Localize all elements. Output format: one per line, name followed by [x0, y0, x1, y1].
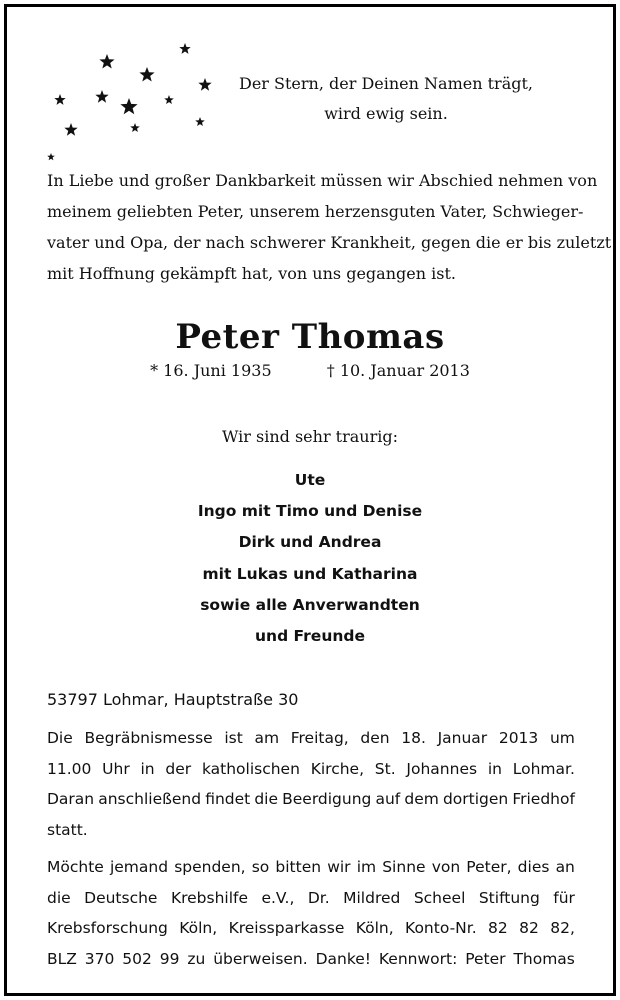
word: in — [140, 759, 155, 778]
death-date: † 10. Januar 2013 — [326, 361, 470, 380]
word: Kennwort: — [378, 949, 458, 968]
deceased-name: Peter Thomas — [175, 317, 445, 357]
word: 2013 — [498, 729, 539, 747]
word: Johannes — [406, 759, 478, 778]
intro-line: mit Hoffnung gekämpft hat, von uns gegangen ist. — [47, 264, 456, 283]
star-cluster-icon — [7, 7, 227, 177]
word: dem — [404, 790, 439, 808]
word: Köln, — [355, 919, 394, 937]
intro-paragraph — [47, 165, 612, 289]
word: Kirche, — [310, 759, 365, 778]
word: an — [555, 858, 575, 876]
mourner-line: Ingo mit Timo und Denise — [197, 502, 423, 521]
word: BLZ — [47, 949, 77, 968]
word: 502 — [122, 949, 152, 968]
word: 82 — [488, 919, 508, 937]
word: Beerdigung — [282, 790, 372, 808]
word: 11.00 — [47, 759, 92, 778]
donation-info — [47, 852, 575, 974]
donation-line — [47, 944, 575, 975]
donation-line — [47, 913, 575, 944]
word: Lohmar. — [512, 759, 575, 778]
star-icon — [179, 43, 190, 54]
star-icon — [139, 67, 154, 82]
word: Krebsforschung — [47, 919, 168, 937]
word: Freitag, — [290, 729, 349, 747]
word: Krebshilfe — [170, 888, 249, 907]
word: Köln, — [179, 919, 218, 937]
word: Kreissparkasse — [228, 919, 345, 937]
funeral-info — [47, 723, 575, 845]
word: Januar — [437, 729, 488, 747]
word: findet — [205, 790, 251, 808]
mourner-line: Ute — [294, 471, 326, 489]
mourners-list — [7, 465, 613, 652]
word: Peter, — [466, 858, 512, 876]
funeral-line — [47, 723, 575, 754]
word: Scheel — [413, 888, 466, 907]
word: überweisen. — [213, 949, 308, 968]
star-icon — [95, 90, 108, 103]
word: jemand — [109, 858, 169, 876]
star-icon — [99, 54, 114, 69]
birth-date: * 16. Juni 1935 — [150, 361, 272, 380]
funeral-line: statt. — [47, 820, 88, 839]
star-icon — [164, 95, 174, 104]
intro-line: meinem geliebten Peter, unserem herzensguten Vater, Schwieger- — [47, 202, 584, 221]
stars-decoration — [7, 7, 227, 177]
word: Danke! — [315, 949, 372, 968]
word: katholischen — [201, 759, 300, 778]
funeral-line — [47, 754, 575, 785]
word: in — [487, 759, 502, 778]
star-icon — [120, 98, 137, 114]
word: 99 — [159, 949, 180, 968]
word: auf — [375, 790, 401, 808]
motto-line-2: wird ewig sein. — [324, 104, 448, 123]
word: Stiftung — [478, 888, 540, 907]
word: Mildred — [343, 888, 401, 907]
word: die — [254, 790, 279, 808]
address: 53797 Lohmar, Hauptstraße 30 — [47, 690, 299, 709]
word: Peter — [465, 949, 506, 968]
word: zu — [187, 949, 206, 968]
star-icon — [195, 117, 205, 126]
word: 370 — [84, 949, 115, 968]
word: wir — [327, 858, 351, 876]
star-icon — [130, 123, 140, 132]
word: dortigen — [442, 790, 509, 808]
word: 82, — [550, 919, 575, 937]
mourner-line: sowie alle Anverwandten — [200, 595, 420, 614]
word: Uhr — [102, 759, 130, 778]
word: 18. — [401, 729, 426, 747]
word: am — [254, 729, 280, 747]
word: Deutsche — [84, 888, 158, 907]
word: Daran — [47, 790, 95, 808]
life-dates — [7, 361, 613, 380]
motto — [217, 69, 555, 129]
word: Friedhof — [512, 790, 575, 808]
word: von — [431, 858, 461, 876]
donation-line — [47, 852, 575, 883]
word: dies — [517, 858, 550, 876]
star-icon — [198, 78, 211, 91]
word: anschließend — [98, 790, 202, 808]
word: Dr. — [307, 888, 330, 907]
word: im — [356, 858, 377, 876]
word: Konto-Nr. — [405, 919, 477, 937]
word: ist — [224, 729, 243, 747]
word: die — [47, 888, 71, 907]
word: Sinne — [382, 858, 426, 876]
word: bitten — [275, 858, 322, 876]
word: Die — [47, 729, 73, 747]
motto-line-1: Der Stern, der Deinen Namen trägt, — [239, 74, 533, 93]
word: Begräbnismesse — [84, 729, 213, 747]
word: 82 — [519, 919, 539, 937]
word: den — [360, 729, 390, 747]
mourner-line: mit Lukas und Katharina — [202, 564, 418, 583]
word: spenden, — [174, 858, 246, 876]
intro-line: In Liebe und großer Dankbarkeit müssen wir Abschied nehmen von — [47, 171, 598, 190]
donation-line — [47, 883, 575, 914]
word: um — [549, 729, 575, 747]
word: St. — [374, 759, 396, 778]
word: so — [251, 858, 270, 876]
mourners-intro: Wir sind sehr traurig: — [221, 427, 398, 446]
word: Thomas — [513, 949, 575, 968]
word: e.V., — [261, 888, 295, 907]
intro-line: vater und Opa, der nach schwerer Krankheit, gegen die er bis zuletzt — [47, 233, 612, 252]
star-icon — [64, 123, 77, 136]
funeral-line — [47, 784, 575, 815]
word: für — [553, 888, 575, 907]
word: Möchte — [47, 858, 104, 876]
mourner-line: Dirk und Andrea — [238, 533, 382, 552]
obituary-card — [4, 4, 616, 996]
mourner-line: und Freunde — [255, 627, 365, 646]
star-icon — [54, 94, 65, 105]
word: der — [165, 759, 192, 778]
star-icon — [47, 153, 55, 160]
